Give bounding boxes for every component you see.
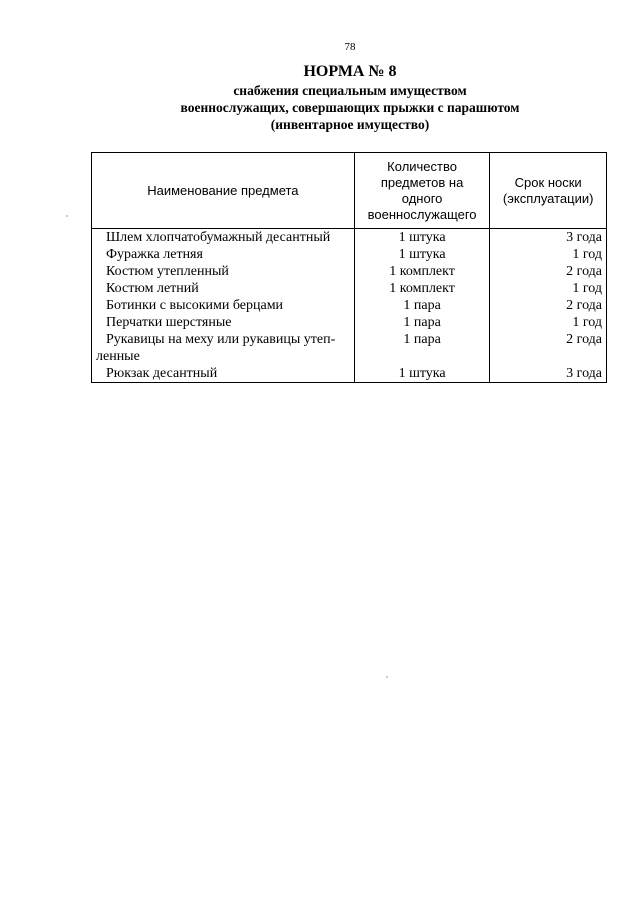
table-header-row — [92, 153, 607, 229]
header-name: Наименование предмета — [92, 153, 355, 229]
item-term: 1 год — [490, 314, 607, 331]
item-name-cell — [92, 331, 355, 365]
item-name: Шлем хлопчатобумажный десантный — [106, 230, 331, 245]
table-row — [92, 280, 607, 297]
item-name: Ботинки с высокими берцами — [106, 298, 284, 313]
table-row — [92, 365, 607, 383]
item-quantity: 1 пара — [354, 331, 490, 365]
item-name-cell — [92, 365, 355, 383]
item-name-cell — [92, 246, 355, 263]
item-quantity: 1 пара — [354, 297, 490, 314]
item-term: 2 года — [490, 263, 607, 280]
item-term: 3 года — [490, 229, 607, 247]
item-quantity: 1 штука — [354, 246, 490, 263]
item-quantity: 1 пара — [354, 314, 490, 331]
item-name: Рюкзак десантный — [106, 366, 218, 381]
title-block — [0, 62, 640, 133]
item-name: Рукавицы на меху или рукавицы утеп- ленные — [96, 332, 336, 364]
item-term: 2 года — [490, 331, 607, 365]
table-row — [92, 331, 607, 365]
norm-table — [91, 152, 607, 383]
table-row — [92, 263, 607, 280]
table-row — [92, 229, 607, 247]
item-term: 1 год — [490, 246, 607, 263]
page-number: 78 — [344, 41, 356, 53]
title-line-2: военнослужащих, совершающих прыжки с парашютом — [180, 100, 520, 115]
item-name-cell — [92, 229, 355, 247]
item-name: Перчатки шерстяные — [106, 315, 232, 330]
title-line-3: (инвентарное имущество) — [270, 117, 430, 132]
item-quantity: 1 комплект — [354, 280, 490, 297]
table-row — [92, 246, 607, 263]
item-name: Костюм летний — [106, 281, 199, 296]
item-name: Костюм утепленный — [106, 264, 229, 279]
title-line-1: снабжения специальным имуществом — [233, 83, 467, 98]
item-term: 2 года — [490, 297, 607, 314]
item-quantity: 1 штука — [354, 365, 490, 383]
header-term: Срок носки (эксплуатации) — [490, 153, 607, 229]
scan-speck — [66, 215, 68, 217]
scan-speck — [386, 676, 388, 678]
table-row — [92, 314, 607, 331]
item-name-cell — [92, 297, 355, 314]
item-name-cell — [92, 280, 355, 297]
item-name-cell — [92, 263, 355, 280]
item-quantity: 1 штука — [354, 229, 490, 247]
document-title: НОРМА № 8 — [303, 63, 397, 80]
item-term: 3 года — [490, 365, 607, 383]
table-row — [92, 297, 607, 314]
item-quantity: 1 комплект — [354, 263, 490, 280]
item-name-cell — [92, 314, 355, 331]
item-term: 1 год — [490, 280, 607, 297]
header-quantity: Количество предметов на одного военнослужащего — [354, 153, 490, 229]
item-name: Фуражка летняя — [106, 247, 203, 262]
